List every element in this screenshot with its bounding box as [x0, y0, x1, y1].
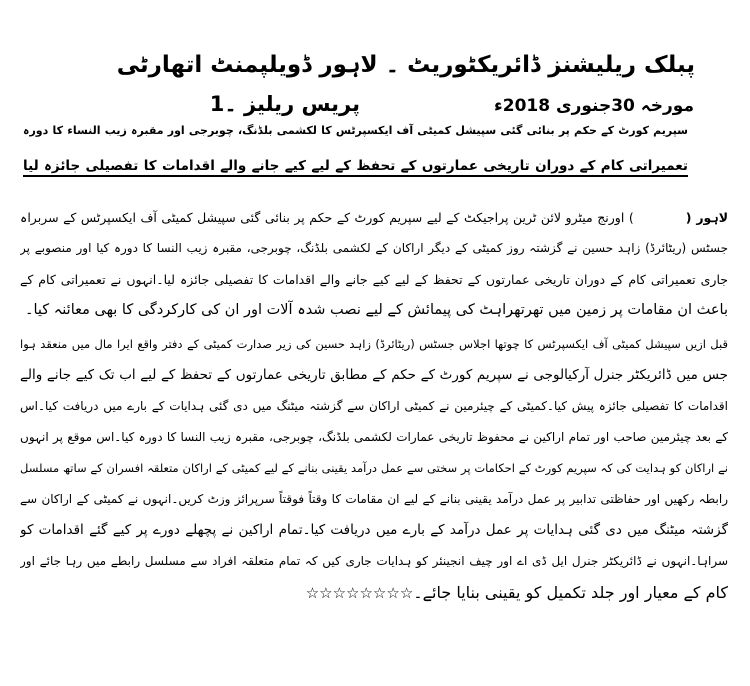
- paragraph-2-line-7: گزشتہ میٹنگ میں دی گئی ہدایات پر عمل درآمد کے بارے میں دریافت کیا۔تمام اراکین نے پچھلے دورے پر کیے گئے اقدامات کو: [20, 522, 728, 538]
- release-body: [20, 202, 728, 608]
- paragraph-2-line-8: سراہا۔انہوں نے ڈائریکٹر جنرل ایل ڈی اے اور چیف انجینئر کو ہدایات جاری کیں کہ تمام متعلقہ افراد سے مسلسل رابطے میں رہا جائے اور: [20, 554, 728, 568]
- paragraph-2-line-5: نے اراکان کو ہدایت کی کہ سپریم کورٹ کے احکامات پر سختی سے عمل درآمد یقینی بنانے کے لیے کمیٹی کے اراکان متعلقہ افسران کے ساتھ مسلسل: [20, 461, 728, 475]
- city-dateline: لاہور (: [685, 210, 728, 225]
- headline-line-1: سپریم کورٹ کے حکم پر بنائی گئی سپیشل کمیٹی آف ایکسپرٹس کا لکشمی بلڈنگ، چوبرجی اور مقبرہ زیب النساء کا دورہ: [23, 124, 688, 137]
- paragraph-2-line-1: قبل ازیں سپیشل کمیٹی آف ایکسپرٹس کا چوتھا اجلاس جسٹس (ریٹائرڈ) زاہد حسین کی زیر صدارت کمیٹی کے دفتر واقع ایرا مال میں منعقد ہوا: [20, 337, 728, 351]
- department-header: پبلک ریلیشنز ڈائریکٹوریٹ ۔ لاہور ڈویلپمنٹ اتھارٹی: [116, 52, 695, 78]
- paragraph-2-line-9: [20, 577, 728, 608]
- paragraph-1-line-1: [20, 202, 728, 233]
- headline-line-2: تعمیراتی کام کے دوران تاریخی عمارتوں کے تحفظ کے لیے کیے جانے والے اقدامات کا تفصیلی جائزہ لیا: [23, 158, 688, 177]
- paragraph-1-line-1-text: ) اورنج میٹرو لائن ٹرین پراجیکٹ کے لیے سپریم کورٹ کے حکم پر بنائی گئی سپیشل کمیٹی آف ایکسپرٹس کے سربراہ: [20, 210, 634, 225]
- paragraph-1-line-2: جسٹس (ریٹائرڈ) زاہد حسین نے گزشتہ روز کمیٹی کے دیگر اراکان کے لکشمی بلڈنگ، چوبرجی، مقبرہ زیب النسا کا دورہ کیا اور منصوبے پر: [20, 241, 728, 255]
- paragraph-2-line-6: رابطہ رکھیں اور حفاظتی تدابیر پر عمل درآمد یقینی بنانے کے لیے ان مقامات کا وقتاً فوقتاً سرپرائز وزٹ کریں۔انہوں نے کمیٹی کے اراکان سے: [20, 492, 728, 506]
- paragraph-1-line-3: جاری تعمیراتی کام کے دوران تاریخی عمارتوں کے تحفظ کے لیے کیے جانے والے اقدامات کا تفصیلی جائزہ لیا۔انہوں نے تعمیراتی کام کے: [20, 272, 728, 287]
- paragraph-2-line-3: اقدامات کا تفصیلی جائزہ پیش کیا۔کمیٹی کے چیئرمین نے کمیٹی اراکان سے گزشتہ میٹنگ میں دی گئی ہدایات کے بارے میں دریافت کیا۔اس: [20, 399, 728, 413]
- paragraph-2-line-9-text: کام کے معیار اور جلد تکمیل کو یقینی بنایا جائے۔: [413, 583, 728, 602]
- release-number: پریس ریلیز ۔1: [209, 92, 360, 116]
- paragraph-2-line-4: کے بعد چیئرمین صاحب اور تمام اراکین نے محفوظ تاریخی عمارات لکشمی بلڈنگ، چوبرجی، مقبرہ زیب النسا کا دورہ کیا۔اس موقع پر انہوں: [20, 430, 728, 444]
- closing-stars: ☆☆☆☆☆☆☆☆: [305, 584, 414, 602]
- paragraph-1-line-4: باعث ان مقامات پر زمین میں تھرتھراہٹ کی پیمائش کے لیے نصب شدہ آلات اور ان کی کارکردگی کا بھی معائنہ کیا۔: [24, 302, 728, 318]
- release-date: مورخہ 30جنوری 2018ء: [494, 96, 694, 116]
- paragraph-2-line-2: جس میں ڈائریکٹر جنرل آرکیالوجی نے سپریم کورٹ کے حکم کے مطابق تاریخی عمارتوں کے تحفظ کے لیے اب تک کیے جانے والے: [20, 367, 728, 383]
